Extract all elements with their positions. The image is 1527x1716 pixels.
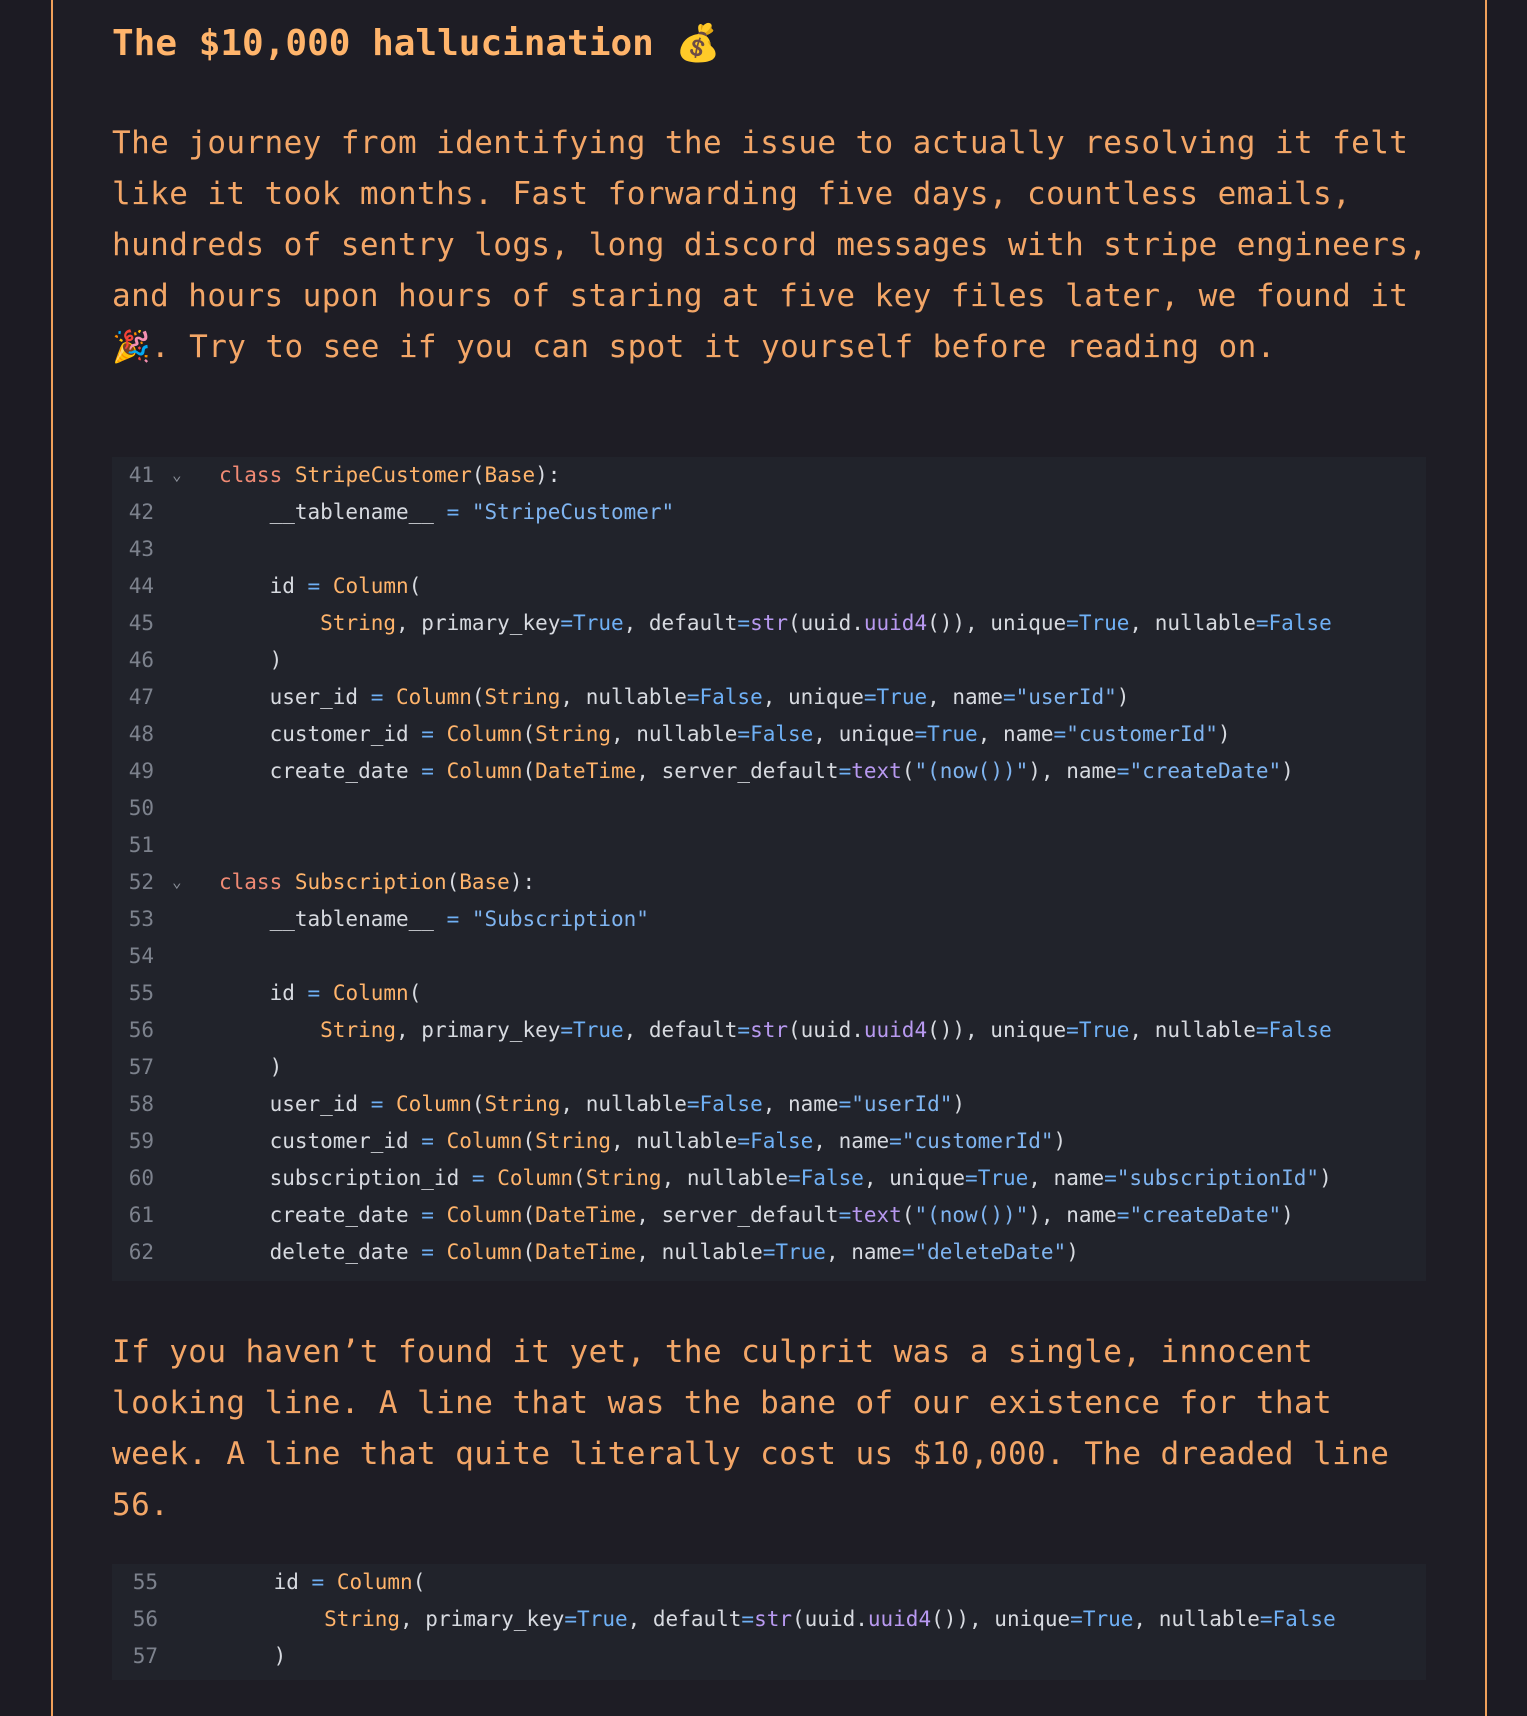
code-block-excerpt [112,1564,1426,1680]
money-bag-icon: 💰 [675,23,721,64]
code-line: 56 String, primary_key=True, default=str(uuid.uuid4()), unique=True, nullable=False [132,1607,1336,1631]
code-line: 48 customer_id = Column(String, nullable=False, unique=True, name="customerId") [128,722,1231,746]
code-line: 60 subscription_id = Column(String, nullable=False, unique=True, name="subscriptionId") [128,1166,1332,1190]
code-block-models [112,457,1426,1281]
code-line: 45 String, primary_key=True, default=str(uuid.uuid4()), unique=True, nullable=False [128,611,1332,635]
code-line: 62 delete_date = Column(DateTime, nullable=True, name="deleteDate") [128,1240,1079,1264]
chevron-down-icon[interactable]: ⌄ [172,872,182,891]
code-line: 55 id = Column( [132,1570,426,1594]
code-line: 43 [128,537,154,561]
section-heading: The $10,000 hallucination 💰 [112,23,721,64]
code-line: 47 user_id = Column(String, nullable=False, unique=True, name="userId") [128,685,1130,709]
code-line: 56 String, primary_key=True, default=str(uuid.uuid4()), unique=True, nullable=False [128,1018,1332,1042]
culprit-paragraph: If you haven’t found it yet, the culprit was a single, innocent looking line. A line that was the bane of our existence for that week. A line that quite literally cost us $10,000. The dreaded line 56. [112,1334,1390,1523]
code-line: 55 id = Column( [128,981,422,1005]
code-line: 59 customer_id = Column(String, nullable=False, name="customerId") [128,1129,1067,1153]
code-line: 58 user_id = Column(String, nullable=False, name="userId") [128,1092,966,1116]
chevron-down-icon[interactable]: ⌄ [172,465,182,484]
code-line: 57 ) [132,1644,287,1668]
code-line: 57 ) [128,1055,283,1079]
code-line: 54 [128,944,154,968]
code-line: 53 __tablename__ = "Subscription" [128,907,649,931]
code-line: 44 id = Column( [128,574,422,598]
code-line: 61 create_date = Column(DateTime, server_default=text("(now())"), name="createDate") [128,1203,1294,1227]
code-line: 51 [128,833,154,857]
code-line: 49 create_date = Column(DateTime, server_default=text("(now())"), name="createDate") [128,759,1294,783]
code-line: 42 __tablename__ = "StripeCustomer" [128,500,675,524]
code-line: 50 [128,796,154,820]
code-line: 41 ⌄ class StripeCustomer(Base): [112,457,1426,493]
intro-paragraph: The journey from identifying the issue to actually resolving it felt like it took months. Fast forwarding five days, countless emails, hundreds of sentry logs, long discord messages with stripe engineers, and hours upon hours of staring at five key files later, we found it 🎉. Try to see if you can spot it yourself before reading on. [112,125,1428,365]
code-line: 46 ) [128,648,283,672]
party-popper-icon: 🎉 [112,329,151,365]
code-line: 52 ⌄ class Subscription(Base): [112,864,1426,900]
